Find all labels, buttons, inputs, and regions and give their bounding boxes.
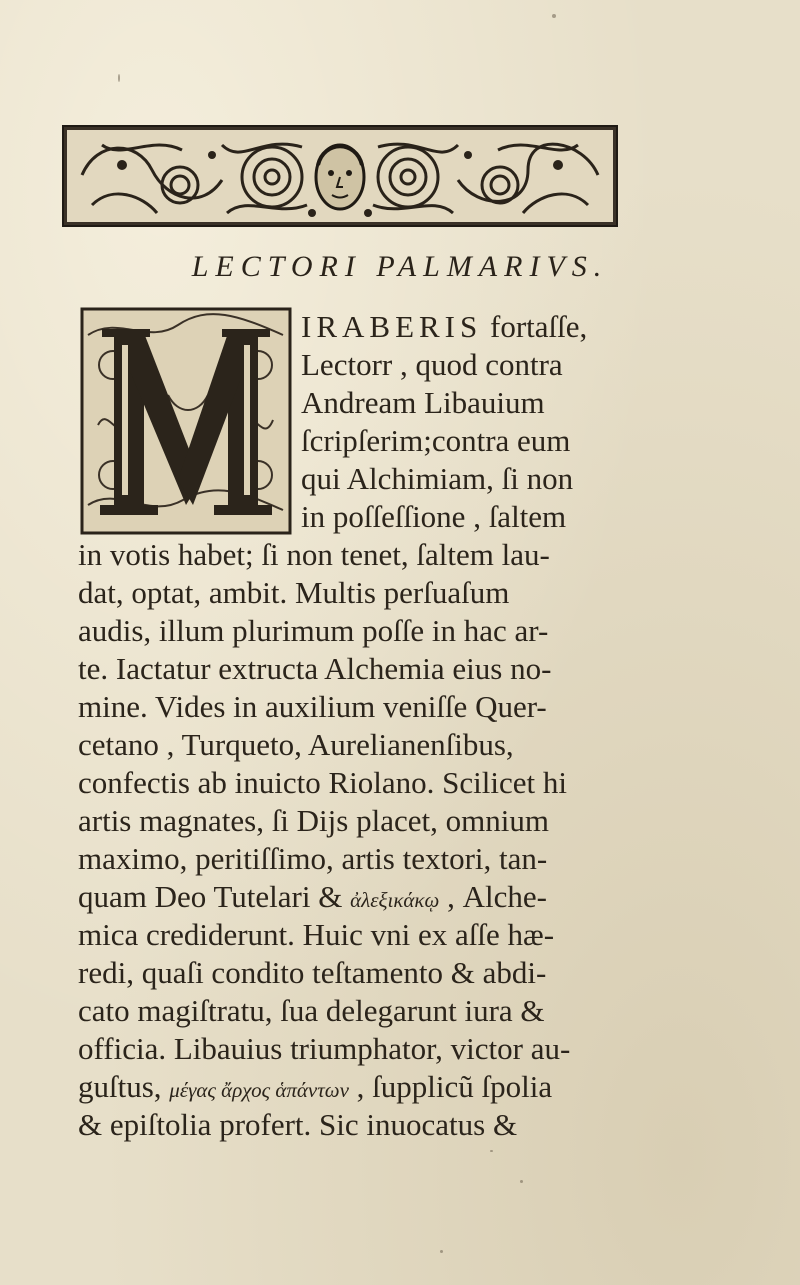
text-line: officia. Libauius triumphator, victor au- bbox=[78, 1031, 571, 1066]
greek-phrase: μέγας ἄρχος ἁπάντων bbox=[169, 1078, 349, 1102]
text-line: in poſſeſſione , ſaltem bbox=[301, 499, 567, 534]
text-line: qui Alchimiam, ſi non bbox=[301, 461, 574, 496]
text-line: in votis habet; ſi non tenet, ſaltem lau- bbox=[78, 537, 550, 572]
text-line: redi, quaſi condito teſtamento & abdi- bbox=[78, 955, 547, 990]
text-line: Andream Libauium bbox=[301, 385, 545, 420]
text-line: guſtus, μέγας ἄρχος ἁπάντων , ſupplicũ ſpolia bbox=[78, 1069, 553, 1104]
text-line: mine. Vides in auxilium veniſſe Quer- bbox=[78, 689, 547, 724]
text-line: mica crediderunt. Huic vni ex aſſe hæ- bbox=[78, 917, 555, 952]
text-line: ſcripſerim;contra eum bbox=[301, 423, 571, 458]
paper-speck bbox=[490, 1150, 493, 1152]
paper-speck bbox=[118, 74, 120, 82]
text-line: IRABERIS fortaſſe, bbox=[301, 309, 588, 344]
text-line: cato magiſtratu, ſua delegarunt iura & bbox=[78, 993, 545, 1028]
text-line: maximo, peritiſſimo, artis textori, tan- bbox=[78, 841, 548, 876]
paper-speck bbox=[440, 1250, 443, 1253]
paper-speck bbox=[552, 14, 556, 18]
ornamental-headpiece bbox=[62, 125, 618, 227]
text-line: dat, optat, ambit. Multis perſuaſum bbox=[78, 575, 510, 610]
decorated-initial-m bbox=[78, 305, 294, 537]
text-line: te. Iactatur extructa Alchemia eius no- bbox=[78, 651, 552, 686]
opening-capitals: IRABERIS bbox=[301, 309, 483, 344]
page-heading: LECTORI PALMARIVS. bbox=[191, 250, 609, 283]
text-line: Lectorr , quod contra bbox=[301, 347, 563, 382]
text-line: artis magnates, ſi Dijs placet, omnium bbox=[78, 803, 549, 838]
text-line: audis, illum plurimum poſſe in hac ar- bbox=[78, 613, 549, 648]
greek-phrase: ἀλεξικάκῳ bbox=[350, 888, 440, 912]
text-line: confectis ab inuicto Riolano. Scilicet hi bbox=[78, 765, 567, 800]
text-line: & epiſtolia profert. Sic inuocatus & bbox=[78, 1107, 518, 1142]
paper-speck bbox=[520, 1180, 523, 1183]
text-line: quam Deo Tutelari & ἀλεξικάκῳ , Alche- bbox=[78, 879, 547, 914]
text-line: cetano , Turqueto, Aurelianenſibus, bbox=[78, 727, 514, 762]
